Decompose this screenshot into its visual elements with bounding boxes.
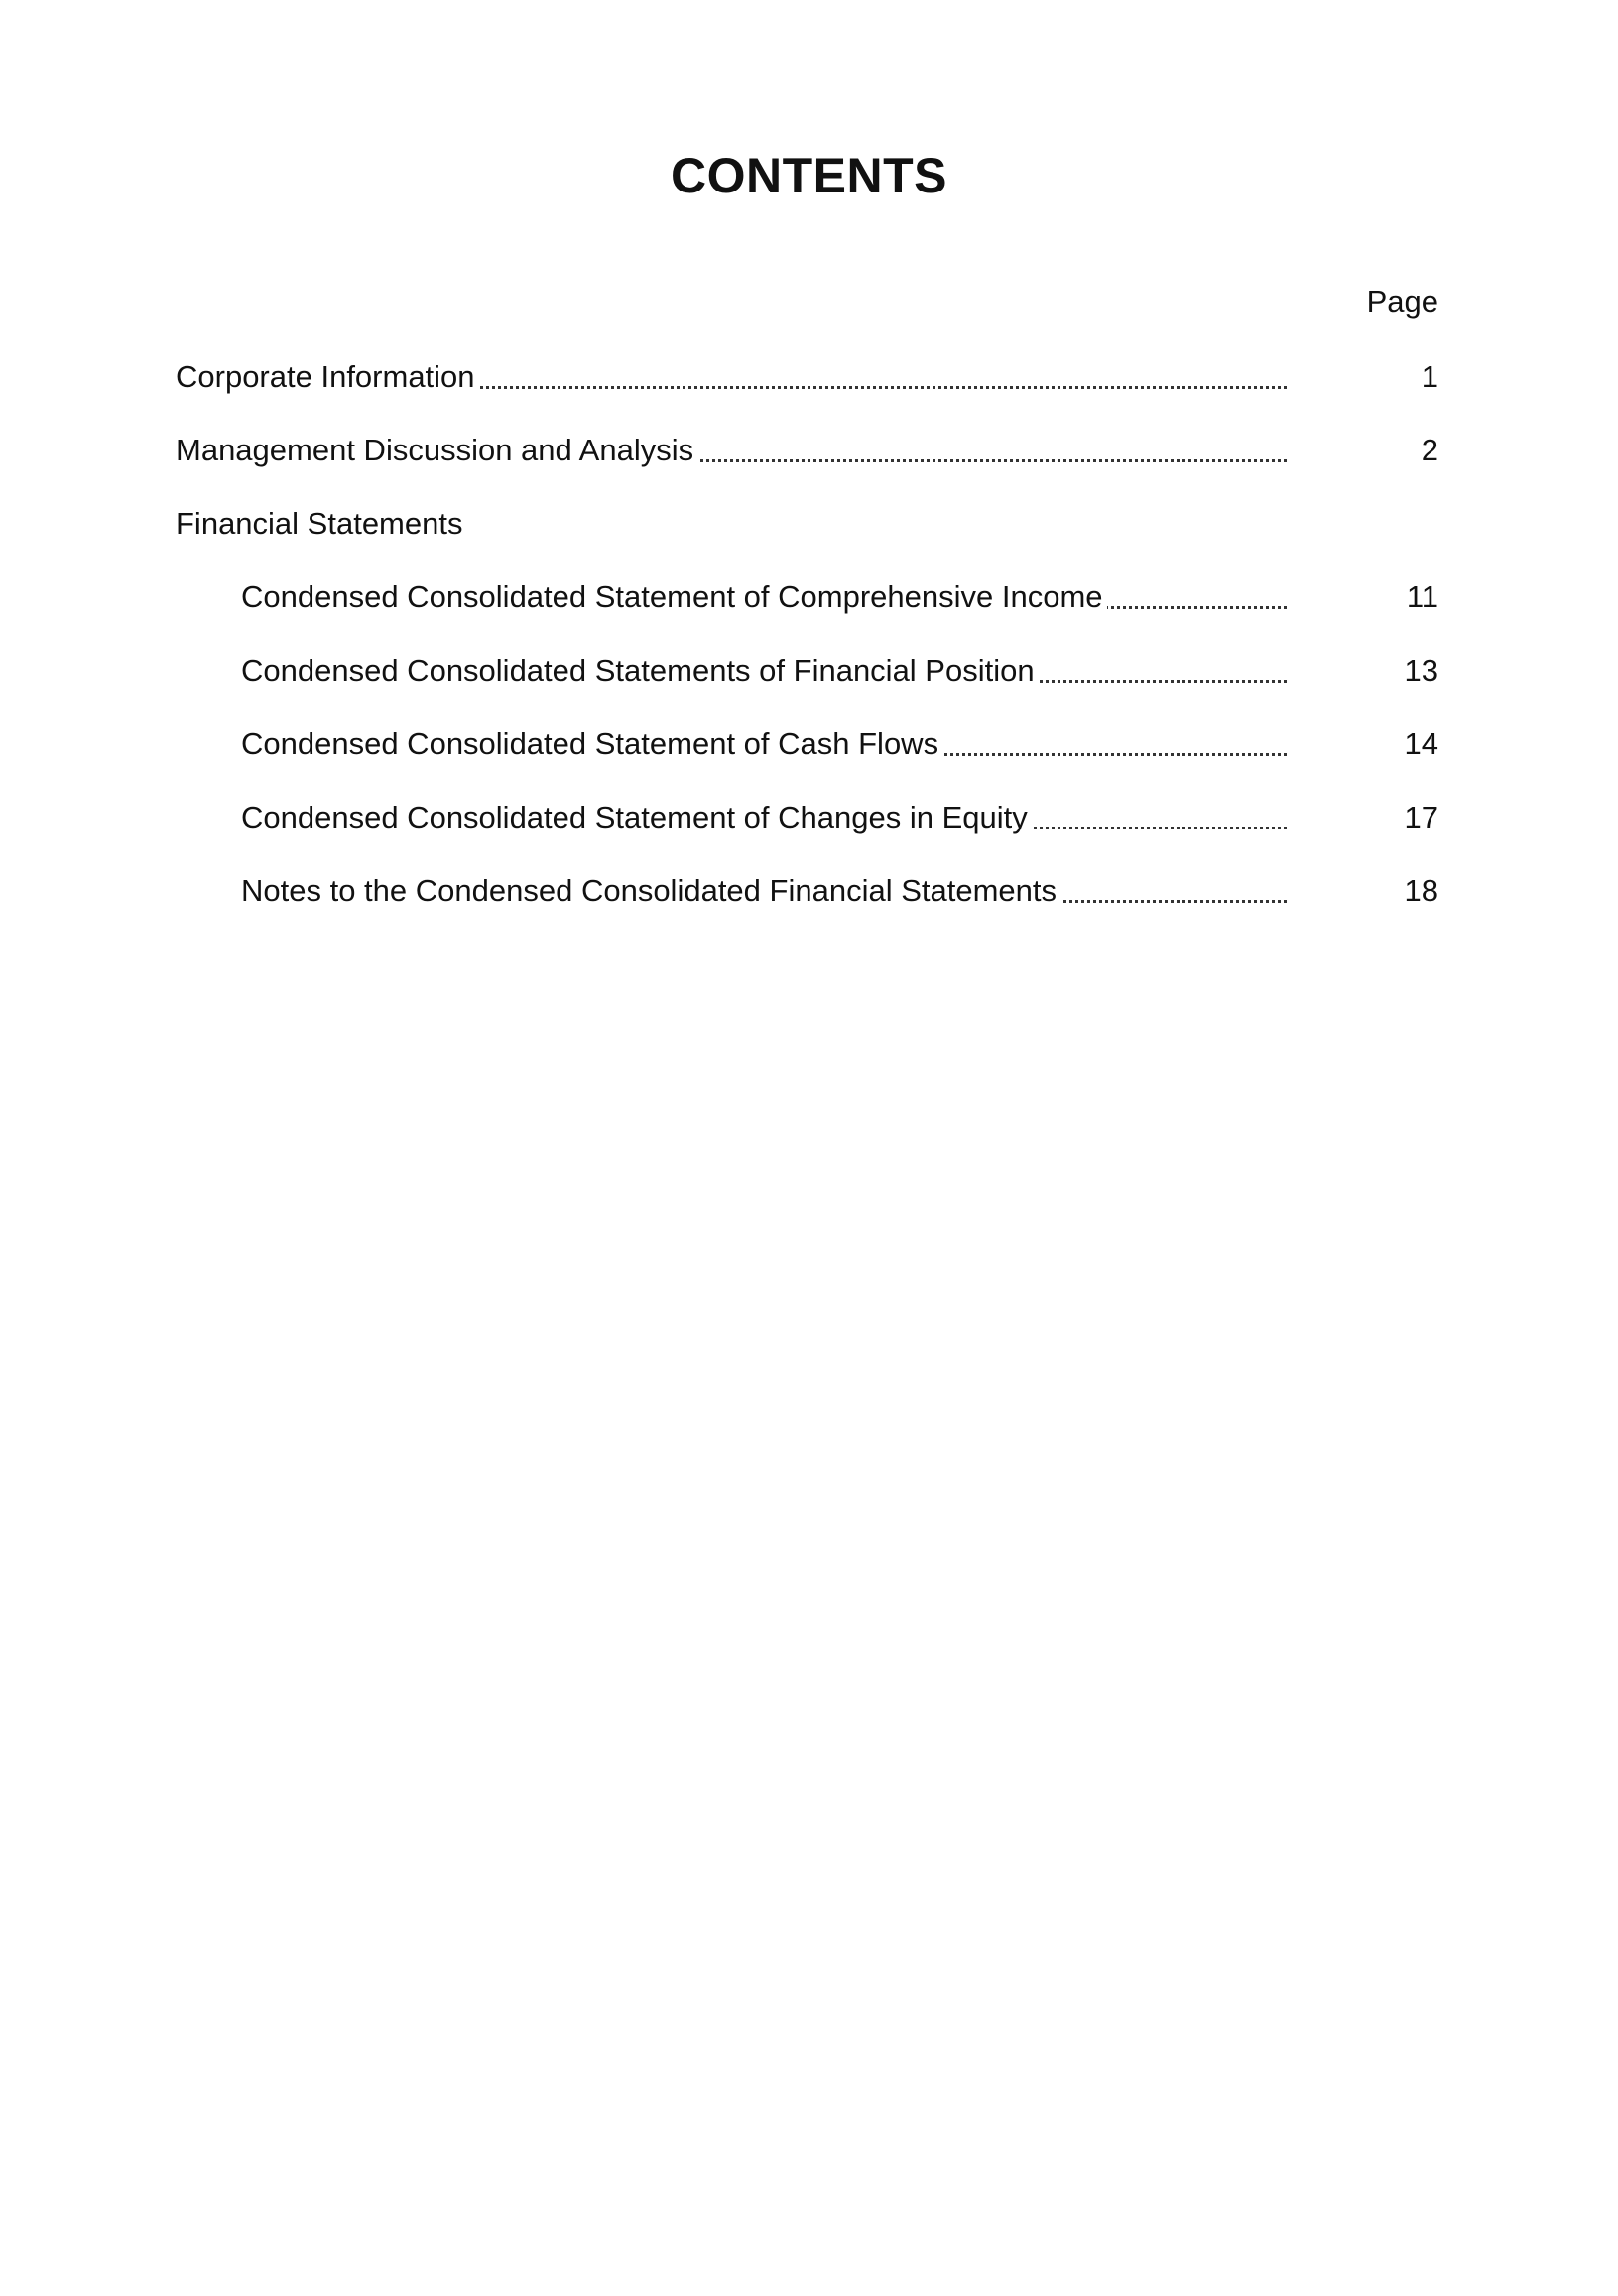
toc-entry-page-number: 1 xyxy=(1421,359,1438,394)
toc-entry-label: Notes to the Condensed Consolidated Financial Statements xyxy=(241,873,1060,908)
toc-entry-page-number: 17 xyxy=(1404,800,1438,834)
toc-entry-comprehensive-income[interactable] xyxy=(241,577,1438,617)
toc-entry-label-wrap xyxy=(176,357,1287,397)
toc-entry-page-number: 11 xyxy=(1406,579,1438,614)
toc-entry-label-wrap xyxy=(176,431,1287,470)
toc-entry-label: Corporate Information xyxy=(176,359,479,394)
toc-entry-financial-position[interactable] xyxy=(241,651,1438,691)
toc-entry-corporate-information[interactable] xyxy=(176,357,1438,397)
toc-entry-notes[interactable] xyxy=(241,871,1438,911)
toc-entry-management-discussion[interactable] xyxy=(176,431,1438,470)
toc-entry-label: Management Discussion and Analysis xyxy=(176,433,697,467)
toc-entry-label-wrap xyxy=(241,651,1287,691)
toc-entry-label: Condensed Consolidated Statement of Changes in Equity xyxy=(241,800,1032,834)
toc-entry-page-number: 13 xyxy=(1404,653,1438,688)
toc-section-heading-financial-statements: Financial Statements xyxy=(176,506,463,541)
toc-entry-label-wrap xyxy=(241,871,1287,911)
toc-entry-page-number: 2 xyxy=(1421,433,1438,467)
toc-entry-cash-flows[interactable] xyxy=(241,724,1438,764)
page-column-heading: Page xyxy=(1366,284,1438,319)
toc-entry-page-number: 18 xyxy=(1404,873,1438,908)
toc-entry-label-wrap xyxy=(241,798,1287,837)
toc-entry-label: Condensed Consolidated Statement of Cash Flows xyxy=(241,726,942,761)
toc-entry-changes-in-equity[interactable] xyxy=(241,798,1438,837)
toc-entry-label-wrap xyxy=(241,577,1287,617)
toc-entry-label: Condensed Consolidated Statement of Comprehensive Income xyxy=(241,579,1107,614)
toc-entry-label-wrap xyxy=(241,724,1287,764)
toc-entry-page-number: 14 xyxy=(1404,726,1438,761)
toc-entry-label: Condensed Consolidated Statements of Financial Position xyxy=(241,653,1039,688)
page-title: CONTENTS xyxy=(671,148,947,203)
